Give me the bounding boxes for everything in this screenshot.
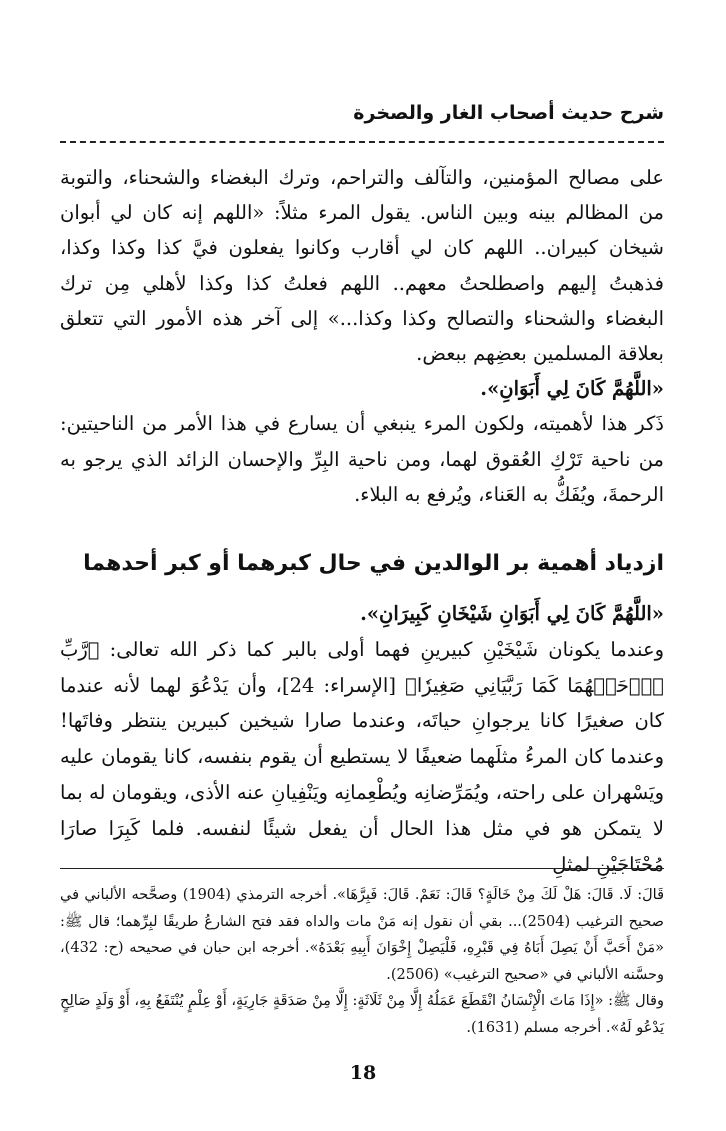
section-heading: ازدياد أهمية بر الوالدين في حال كبرهما أو كبر أحدهما xyxy=(83,551,664,576)
section1-text xyxy=(60,160,664,512)
footnote-text-2: وقال ﷺ: «إِذَا مَاتَ الْإِنْسَانُ انْقَطَعَ عَمَلُهُ إِلَّا مِنْ ثَلَاثَةٍ: إِلَّا مِنْ صَدَقَةٍ جَارِيَةٍ، أَوْ عِلْمٍ يُنْتَفَعُ بِهِ، أَوْ وَلَدٍ صَالِحٍ يَدْعُو لَهُ». أخرجه مسلم (1631). xyxy=(60,993,664,1036)
footnote-divider xyxy=(60,868,664,869)
paragraph-1: على مصالح المؤمنين، والتآلف والتراحم، وترك البغضاء والشحناء، والتوبة من المظالم بينه وبين الناس. يقول المرء مثلاً: «اللهم إنه كان لي أبوان شيخان كبيران.. اللهم كان لي أقارب وكانوا يفعلون فيَّ كذا وكذا وكذا، فذهبتُ إليهم واصطلحتُ معهم.. اللهم فعلتُ كذا وكذا لأهلي مِن ترك البغضاء والشحناء والتصالح وكذا وكذا...» إلى آخر هذه الأمور التي تتعلق بعلاقة المسلمين بعضِهم ببعض. xyxy=(60,166,664,366)
footnote-text-1: قَالَ: لَا. قَالَ: هَلْ لَكَ مِنْ خَالَةٍ؟ قَالَ: نَعَمْ. قَالَ: فَبِرَّهَا». أخرجه الترمذي (1904) وصحَّحه الألباني في صحيح الترغيب (2504)... بقي أن نقول إنه مَنْ مات والداه فقد فتح الشارعُ طريقًا لبِرِّهما؛ قال ﷺ: «مَنْ أَحَبَّ أَنْ يَصِلَ أَبَاهُ فِي قَبْرِهِ، فَلْيَصِلْ إِخْوَانَ أَبِيهِ بَعْدَهُ». أخرجه ابن حبان في صحيحه (ح: 432)، وحسَّنه الألباني في «صحيح الترغيب» (2506). xyxy=(60,887,664,983)
header-divider xyxy=(60,141,664,143)
hadith-quote-1: «اللَّهُمَّ كَانَ لِي أَبَوَانِ». xyxy=(480,377,664,401)
section2-text xyxy=(60,596,664,882)
hadith-quote-2: «اللَّهُمَّ كَانَ لِي أَبَوَانِ شَيْخَانِ كَبِيرَانِ». xyxy=(360,602,664,625)
footnotes xyxy=(60,882,664,1041)
page-number: 18 xyxy=(349,1062,377,1084)
running-header: شرح حديث أصحاب الغار والصخرة xyxy=(353,102,664,124)
paragraph-2: ذَكر هذا لأهميته، ولكون المرء ينبغي أن يسارع في هذا الأمر من الناحيتين: من ناحية تَرْكِ العُقوق لهما، ومن ناحية البِرِّ والإحسان الزائد الذي يرجو به الرحمةَ، ويُفَكُّ به العَناء، ويُرفع به البلاء. xyxy=(60,412,664,506)
paragraph-3: وعندما يكونان شَيْخَيْنِ كبيرينِ فهما أولى بالبر كما ذكر الله تعالى: ﴿رَّبِّ ٱرۡحَمۡهُمَا كَمَا رَبَّيَانِي صَغِيرٗا﴾ [الإسراء: 24]، وأن يَدْعُوَ لهما لأنه عندما كان صغيرًا كانا يرجوانِ حياتَه، وعندما صارا شيخين كبيرين ينتظر وفاتَها! وعندما كان المرءُ مثلَهما ضعيفًا لا يستطيع أن يقوم بنفسه، كانا يقومان عليه ويَسْهران على راحته، ويُمَرِّضانِه ويُطْعِمانِه ويَنْفِيانِ عنه الأذى، ويقومان له بما لا يتمكن هو في مثل هذا الحال أن يفعل شيئًا لنفسه. فلما كَبِرَا صارَا مُحْتَاجَيْنِ لمثلِ xyxy=(60,637,664,876)
